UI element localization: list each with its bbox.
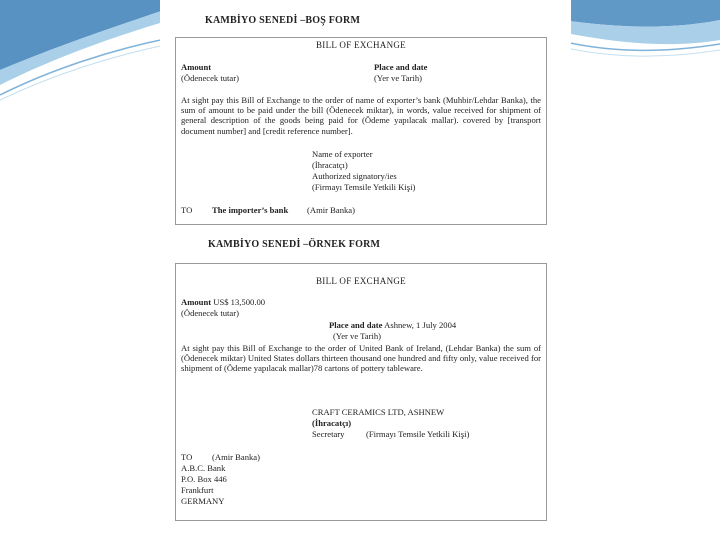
sample-to-tr: (Amir Banka) bbox=[212, 452, 260, 462]
blank-place-label: Place and date bbox=[374, 62, 428, 72]
sample-amount-tr: (Ödenecek tutar) bbox=[181, 308, 239, 318]
sample-body-text: At sight pay this Bill of Exchange to the order of United Bank of Ireland, (Lehdar Banka) the sum of (Ödenecek miktar) United States dollars thirteen thousand one hundred and fifty only, value received for shipment of (Ödeme yapılacak mallar)78 cartons of pottery tableware. bbox=[181, 343, 541, 374]
sample-company: CRAFT CERAMICS LTD, ASHNEW bbox=[312, 407, 445, 417]
address-line: GERMANY bbox=[181, 496, 225, 506]
blank-form-title: BILL OF EXCHANGE bbox=[316, 40, 406, 50]
sample-amount-label: Amount bbox=[181, 297, 212, 307]
blank-to-label: TO bbox=[181, 205, 193, 215]
sample-place-value: Ashnew, 1 July 2004 bbox=[384, 320, 457, 330]
blank-exporter-tr: (İhracatçı) bbox=[312, 160, 348, 170]
address-line: P.O. Box 446 bbox=[181, 474, 227, 484]
blank-exporter-name: Name of exporter bbox=[312, 149, 373, 159]
blank-to-tr: (Amir Banka) bbox=[307, 205, 355, 215]
decorative-swoosh-left bbox=[0, 0, 170, 180]
sample-form-heading: KAMBİYO SENEDİ –ÖRNEK FORM bbox=[208, 239, 381, 250]
blank-signatory-tr: (Firmayı Temsile Yetkili Kişi) bbox=[312, 182, 416, 192]
blank-place-tr: (Yer ve Tarih) bbox=[374, 73, 423, 83]
sample-signatory-tr: (Firmayı Temsile Yetkili Kişi) bbox=[366, 429, 470, 439]
sample-form-title: BILL OF EXCHANGE bbox=[316, 276, 406, 286]
blank-signatory: Authorized signatory/ies bbox=[312, 171, 397, 181]
sample-amount-value: US$ 13,500.00 bbox=[213, 297, 266, 307]
address-line: A.B.C. Bank bbox=[181, 463, 226, 473]
sample-place-label: Place and date bbox=[329, 320, 383, 330]
blank-amount-tr: (Ödenecek tutar) bbox=[181, 73, 239, 83]
blank-to-value: The importer’s bank bbox=[212, 205, 289, 215]
sample-place-tr: (Yer ve Tarih) bbox=[333, 331, 382, 341]
sample-to-label: TO bbox=[181, 452, 193, 462]
sample-form-box bbox=[175, 263, 547, 521]
address-line: Frankfurt bbox=[181, 485, 214, 495]
document-page bbox=[160, 0, 571, 540]
sample-secretary: Secretary bbox=[312, 429, 345, 439]
blank-body-text: At sight pay this Bill of Exchange to the order of name of exporter’s bank (Muhbir/Lehdar Banka), the sum of amount to be paid under the bill (Ödenecek miktar), in words, value received for shipment of general description of the goods being paid for (Ödeme yapılacak mallar). covered by [transport document number] and [credit reference number]. bbox=[181, 95, 541, 136]
blank-form-box bbox=[175, 37, 547, 225]
blank-form-heading: KAMBİYO SENEDİ –BOŞ FORM bbox=[205, 15, 361, 26]
blank-amount-label: Amount bbox=[181, 62, 212, 72]
sample-exporter-tr: (İhracatçı) bbox=[312, 418, 352, 428]
decorative-swoosh-right bbox=[550, 0, 720, 180]
